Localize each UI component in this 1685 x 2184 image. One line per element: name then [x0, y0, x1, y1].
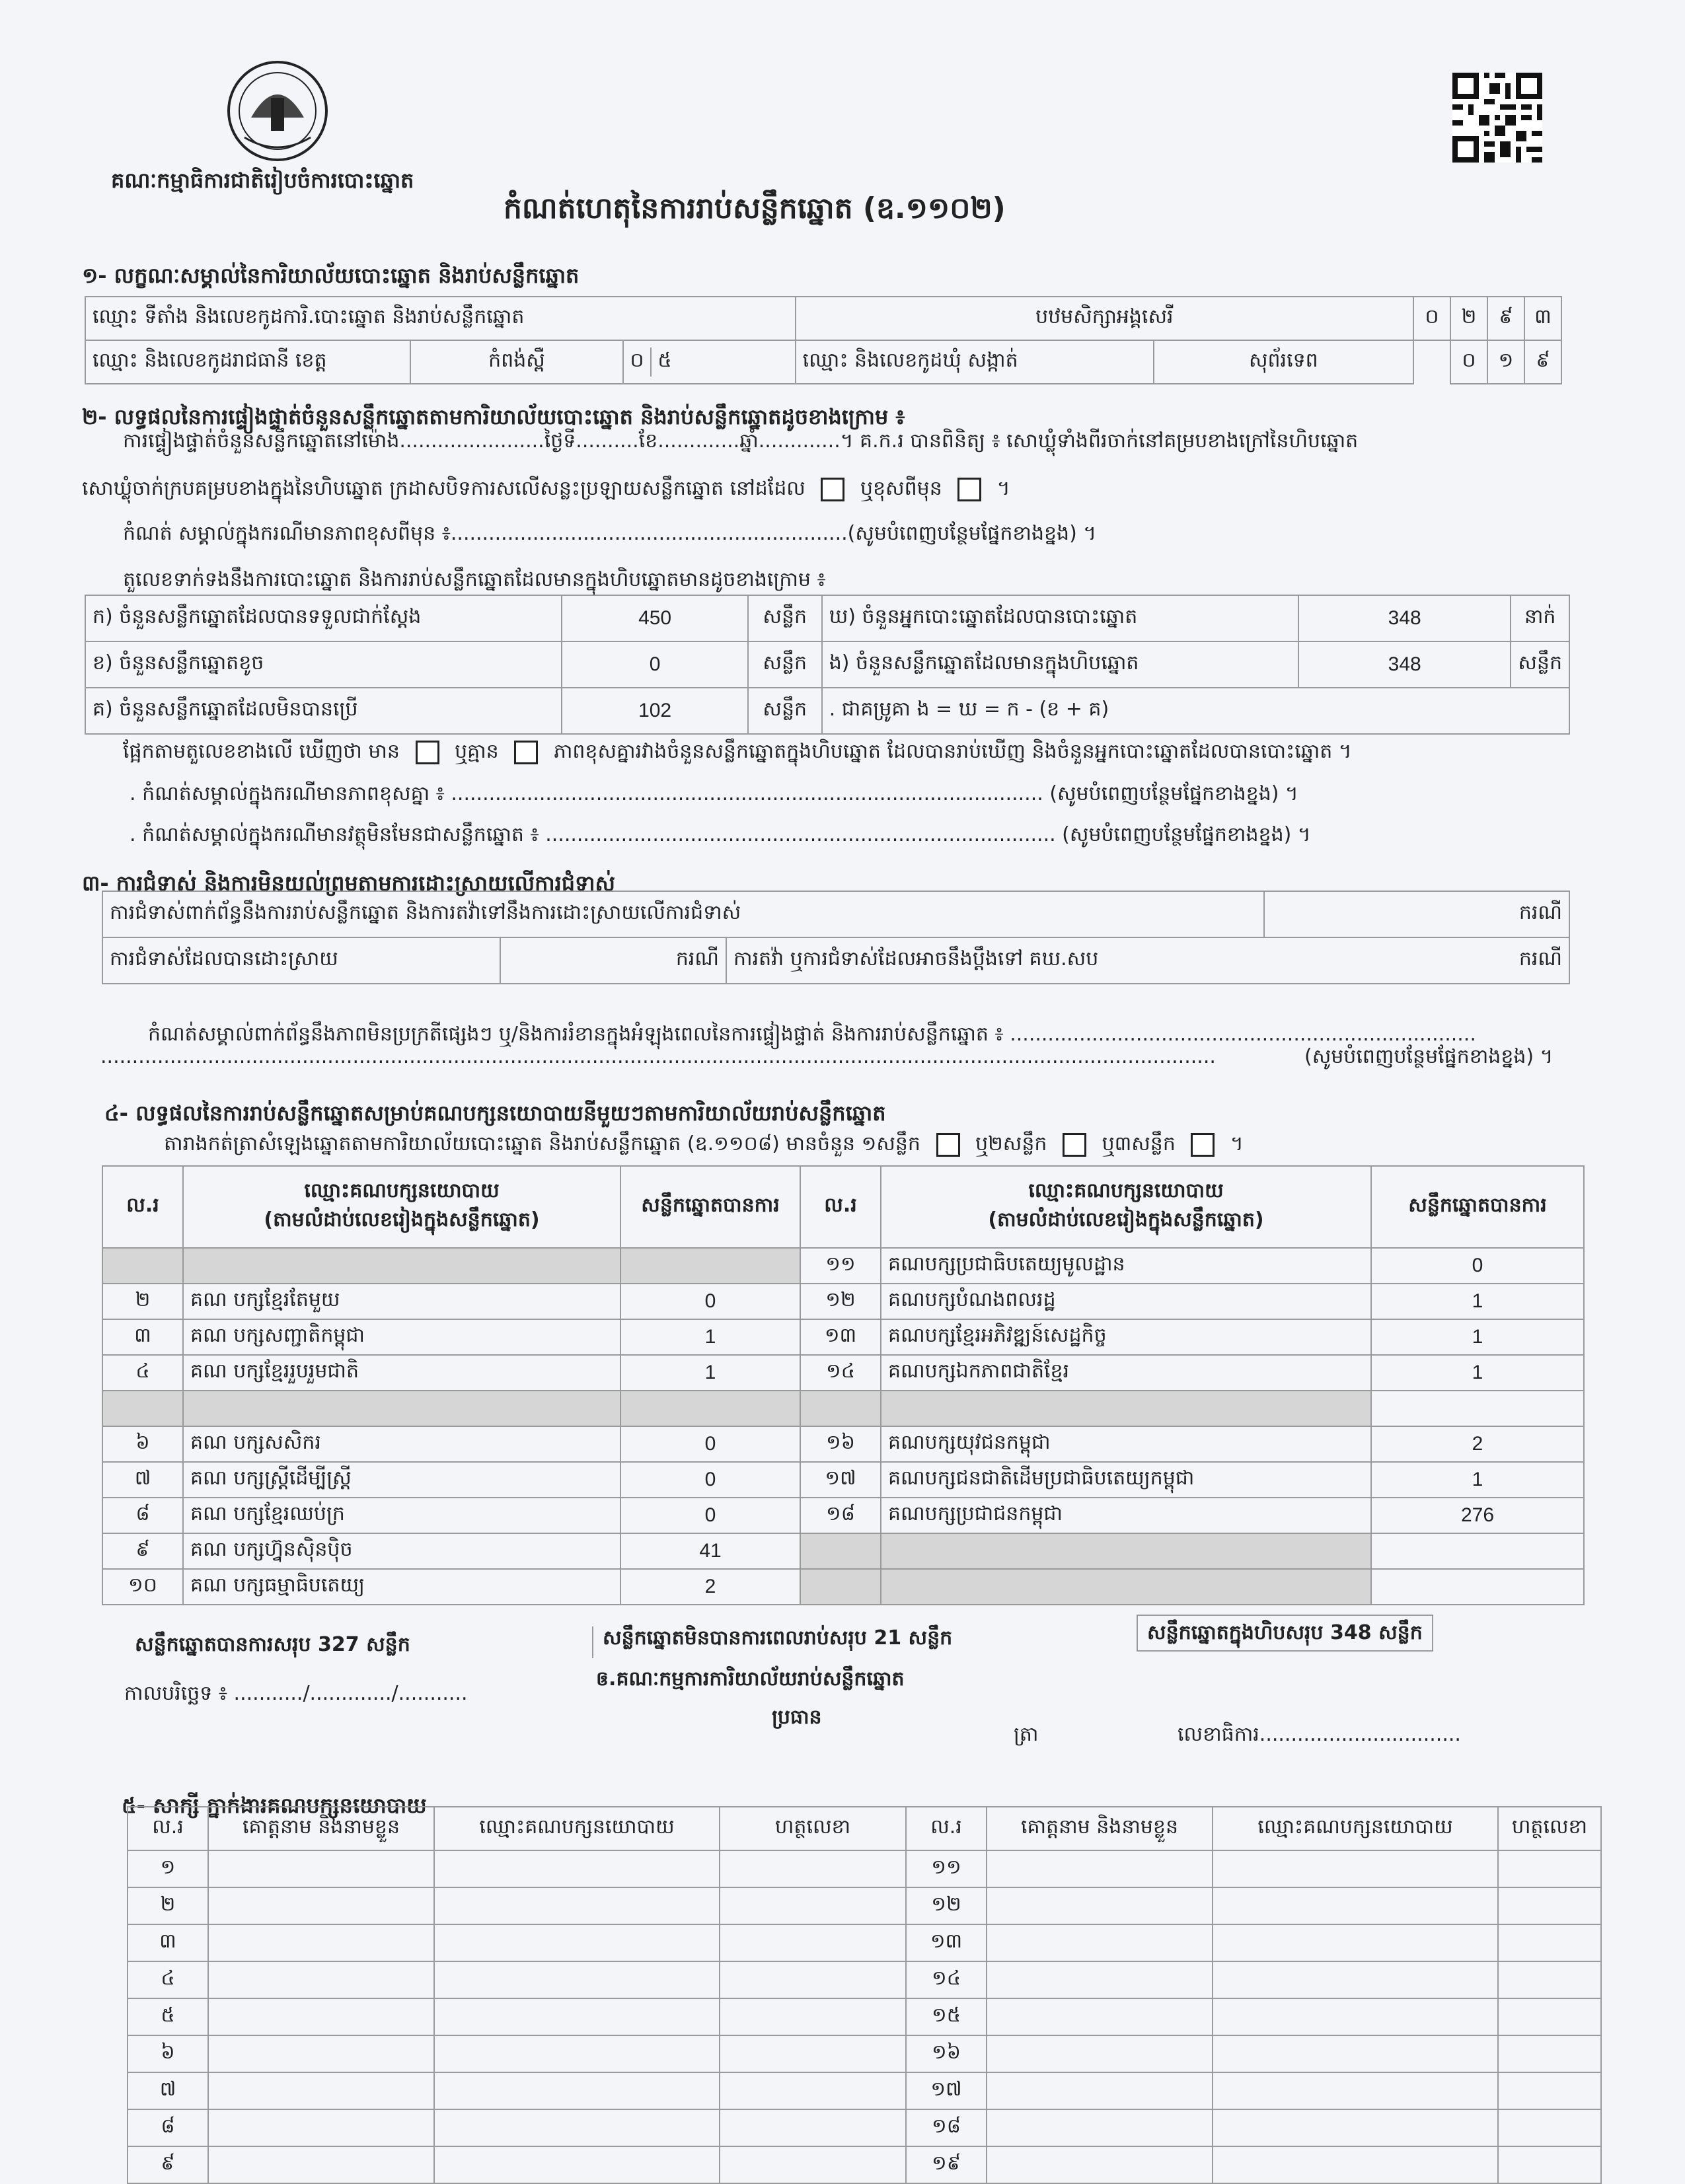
witness-party-field[interactable]: [434, 1961, 720, 1998]
table-row: [128, 2146, 1601, 2183]
col-votes-header-right: សន្លឹកឆ្នោតបានការ: [1371, 1166, 1584, 1248]
party-votes: 1: [620, 1355, 800, 1391]
party-votes: 0: [620, 1426, 800, 1462]
party-name: គណបក្សឯកភាពជាតិខ្មែរ: [881, 1355, 1371, 1391]
commune-label: ឈ្មោះ និងលេខកូដឃុំ សង្កាត់: [796, 340, 1154, 384]
party-name: [183, 1391, 620, 1426]
witness-no: ១៣: [906, 1924, 987, 1961]
witness-name-field[interactable]: [987, 2072, 1213, 2109]
resolved-complaints-label: ការជំទាស់ដែលបានដោះស្រាយ: [102, 937, 500, 984]
station-id-table: [85, 296, 1562, 384]
commune-name: សុព័រទេព: [1154, 340, 1413, 384]
party-no: ១២: [800, 1284, 881, 1319]
party-no: ១៧: [800, 1462, 881, 1498]
party-votes: [1371, 1391, 1584, 1426]
table-row: [102, 1355, 1584, 1391]
complaints-table: [102, 891, 1570, 984]
table-row: [102, 1391, 1584, 1426]
tally-two-sheets-checkbox[interactable]: [1063, 1133, 1086, 1157]
party-name: [881, 1391, 1371, 1426]
witness-no: ១១: [906, 1850, 987, 1887]
witness-name-field[interactable]: [987, 2146, 1213, 2183]
party-votes: 0: [620, 1284, 800, 1319]
secretary-signature-field[interactable]: លេខាធិការ................................: [1178, 1723, 1461, 1746]
table-row: [128, 1887, 1601, 1924]
party-name: គណ បក្សខ្មែរឈប់ក្រ: [183, 1498, 620, 1533]
witness-party-field[interactable]: [1213, 1924, 1498, 1961]
witness-signature-field[interactable]: [720, 1887, 906, 1924]
party-name: គណបក្សយុវជនកម្ពុជា: [881, 1426, 1371, 1462]
witness-party-field[interactable]: [434, 1924, 720, 1961]
witness-name-field[interactable]: [987, 1998, 1213, 2035]
tally-sheet-count-text: តារាងកត់ត្រាសំឡេងឆ្នោតតាមការិយាល័យបោះឆ្នោត និងរាប់សន្លឹកឆ្នោត (ឧ.១១០៨) មានចំនួន ១សន្លឹក: [164, 1132, 920, 1155]
witness-party-field[interactable]: [1213, 2035, 1498, 2072]
date-field[interactable]: កាលបរិច្ឆេទ ៖ .........../............./...........: [124, 1682, 468, 1705]
difference-check-text: ផ្អែកតាមតួលេខខាងលើ ឃើញថា មាន: [123, 740, 400, 763]
table-row: [102, 1426, 1584, 1462]
witness-party-field[interactable]: [434, 1850, 720, 1887]
witness-name-field[interactable]: [208, 1887, 434, 1924]
org-name: គណៈកម្មាធិការជាតិរៀបចំការបោះឆ្នោត: [111, 168, 414, 193]
witness-name-field[interactable]: [208, 2035, 434, 2072]
table-row: [128, 2109, 1601, 2146]
party-votes: 276: [1371, 1498, 1584, 1533]
difference-check-text-2: ភាពខុសគ្នារវាងចំនួនសន្លឹកឆ្នោតក្នុងហិបឆ្នោត ដែលបានរាប់ឃើញ និងចំនួនអ្នកបោះឆ្នោតដែលបានបោះឆ្នោត ។: [553, 740, 1352, 763]
table-row: [102, 1319, 1584, 1355]
witness-party-field[interactable]: [1213, 2109, 1498, 2146]
witness-signature-field[interactable]: [720, 1998, 906, 2035]
party-no: ១១: [800, 1248, 881, 1284]
witness-party-field[interactable]: [1213, 2146, 1498, 2183]
party-name: [881, 1533, 1371, 1569]
station-label: ឈ្មោះ ទីតាំង និងលេខកូដការិ.បោះឆ្នោត និងរាប់សន្លឹកឆ្នោត: [85, 297, 796, 340]
party-votes: 0: [1371, 1248, 1584, 1284]
party-no: ៣: [102, 1319, 183, 1355]
party-votes: 1: [1371, 1284, 1584, 1319]
difference-note: . កំណត់សម្គាល់ក្នុងករណីមានភាពខុសគ្នា ៖ .............................................................................................. (សូមបំពេញបន្ថែមផ្នែកខាងខ្នង) ។: [130, 782, 1298, 805]
figure-unit-e: សន្លឹក: [1511, 641, 1569, 688]
witness-name-field[interactable]: [208, 2109, 434, 2146]
witness-name-field[interactable]: [987, 1850, 1213, 1887]
witness-party-field[interactable]: [434, 1998, 720, 2035]
witness-name-field[interactable]: [987, 1887, 1213, 1924]
witness-party-field[interactable]: [434, 2072, 720, 2109]
witness-name-field[interactable]: [208, 1850, 434, 1887]
section-2-heading: ២- លទ្ធផលនៃការផ្ទៀងផ្ទាត់ចំនួនសន្លឹកឆ្នោតតាមការិយាល័យបោះឆ្នោត និងរាប់សន្លឹកឆ្នោតដូចខាងក្រោម ៖: [82, 404, 905, 429]
tally-two-sheets-label: ឬ២សន្លឹក: [975, 1132, 1047, 1155]
figure-label-a: ក) ចំនួនសន្លឹកឆ្នោតដែលបានទទួលជាក់ស្តែង: [85, 595, 562, 641]
witness-party-field[interactable]: [1213, 1961, 1498, 1998]
table-row: [102, 1533, 1584, 1569]
table-row: [128, 1850, 1601, 1887]
witness-party-field[interactable]: [1213, 1850, 1498, 1887]
witness-signature-field[interactable]: [720, 1924, 906, 1961]
chair-label: ប្រធាន: [772, 1706, 822, 1729]
section-1-heading: ១- លក្ខណៈសម្គាល់នៃការិយាល័យបោះឆ្នោត និងរាប់សន្លឹកឆ្នោត: [82, 263, 580, 288]
committee-title: ឲ.គណៈកម្មការការិយាល័យរាប់សន្លឹកឆ្នោត: [596, 1667, 905, 1691]
col-no-header-right: ល.រ: [800, 1166, 881, 1248]
col-party-header: ឈ្មោះគណបក្សនយោបាយ: [304, 1179, 500, 1202]
witness-col-name: គោត្តនាម និងនាមខ្លួន: [208, 1807, 434, 1850]
party-name: គណ បក្សស្ត្រីដើម្បីស្ត្រី: [183, 1462, 620, 1498]
tally-one-sheet-checkbox[interactable]: [936, 1133, 960, 1157]
party-name: គណ បក្សសញ្ជាតិកម្ពុជា: [183, 1319, 620, 1355]
party-votes: [620, 1248, 800, 1284]
witness-no: ១: [128, 1850, 208, 1887]
col-votes-header: សន្លឹកឆ្នោតបានការ: [620, 1166, 800, 1248]
party-no: ១៣: [800, 1319, 881, 1355]
party-votes: 0: [620, 1462, 800, 1498]
witness-no: ១៦: [906, 2035, 987, 2072]
figure-unit-d: នាក់: [1511, 595, 1569, 641]
witness-col-no: ល.រ: [128, 1807, 208, 1850]
witness-name-field[interactable]: [208, 1961, 434, 1998]
witness-no: ១៩: [906, 2146, 987, 2183]
emblem-logo: [225, 58, 330, 170]
tally-end-mark: ។: [1230, 1132, 1244, 1155]
foreign-object-note: . កំណត់សម្គាល់ក្នុងករណីមានវត្ថុមិនមែនជាសន្លឹកឆ្នោត ៖ ................................................................................. (សូមបំពេញបន្ថែមផ្នែកខាងខ្នង) ។: [130, 823, 1311, 846]
seal-status-text: សោឃ្លុំចាក់ក្របគម្របខាងក្នុងនៃហិបឆ្នោត ក្រដាសបិទការសលើសន្លះប្រឡាយសន្លឹកឆ្នោត នៅដដែល: [82, 477, 805, 500]
party-name: គណ បក្សធម្មាធិបតេយ្យ: [183, 1569, 620, 1605]
party-no: ១៨: [800, 1498, 881, 1533]
witness-col-party-right: ឈ្មោះគណបក្សនយោបាយ: [1213, 1807, 1498, 1850]
witness-no: ១២: [906, 1887, 987, 1924]
party-name: [183, 1248, 620, 1284]
witness-no: ១៨: [906, 2109, 987, 2146]
irregularity-note-end: (សូមបំពេញបន្ថែមផ្នែកខាងខ្នង) ។: [1304, 1045, 1554, 1068]
witness-table: [127, 1806, 1602, 2184]
witness-no: ៥: [128, 1998, 208, 2035]
party-results-table: [102, 1165, 1585, 1605]
witness-name-field[interactable]: [208, 1998, 434, 2035]
party-name: គណបក្សបំណងពលរដ្ឋ: [881, 1284, 1371, 1319]
witness-no: ៨: [128, 2109, 208, 2146]
province-code-digit: ០: [624, 347, 652, 377]
witness-signature-field[interactable]: [1498, 1887, 1601, 1924]
figures-intro: តួលេខទាក់ទងនឹងការបោះឆ្នោត និងការរាប់សន្លឹកឆ្នោតដែលមានក្នុងហិបឆ្នោតមានដូចខាងក្រោម ៖: [123, 568, 826, 591]
witness-no: ៣: [128, 1924, 208, 1961]
figure-formula: . ជាគម្រូគា ង = ឃ = ក - (ខ + គ): [822, 688, 1569, 734]
party-votes: 2: [1371, 1426, 1584, 1462]
witness-signature-field[interactable]: [1498, 1850, 1601, 1887]
commune-code-digit: ៩: [1524, 340, 1561, 384]
witness-no: ៦: [128, 2035, 208, 2072]
party-no: [800, 1533, 881, 1569]
party-no: ៧: [102, 1462, 183, 1498]
witness-party-field[interactable]: [434, 1887, 720, 1924]
party-votes: [620, 1391, 800, 1426]
col-no-header: ល.រ: [102, 1166, 183, 1248]
witness-signature-field[interactable]: [720, 1850, 906, 1887]
party-no: [102, 1248, 183, 1284]
witness-signature-field[interactable]: [1498, 2035, 1601, 2072]
witness-no: ១៥: [906, 1998, 987, 2035]
difference-yes-checkbox[interactable]: [416, 741, 439, 764]
witness-signature-field[interactable]: [720, 1961, 906, 1998]
document-title: កំណត់ហេតុនៃការរាប់សន្លឹកឆ្នោត (ឧ.១១០២): [504, 192, 1006, 225]
figure-label-e: ង) ចំនួនសន្លឹកឆ្នោតដែលមានក្នុងហិបឆ្នោត: [822, 641, 1298, 688]
party-votes: 1: [1371, 1319, 1584, 1355]
party-name: គណ បក្សខ្មែរតែមួយ: [183, 1284, 620, 1319]
party-votes: 0: [620, 1498, 800, 1533]
irregularity-note: កំណត់សម្គាល់ពាក់ព័ន្ធនឹងភាពមិនប្រក្រតីផ្សេងៗ ឬ/និងការរំខានក្នុងអំឡុងពេលនៃការផ្ទៀងផ្ទាត់ និងការរាប់សន្លឹកឆ្នោត ៖ ..........................................................................: [148, 1023, 1476, 1046]
complaint-row-1-label: ការជំទាស់ពាក់ព័ន្ធនឹងការរាប់សន្លឹកឆ្នោត និងការតវ៉ាទៅនឹងការដោះស្រាយលើការជំទាស់: [102, 891, 1264, 937]
station-code-digit: ៣: [1524, 297, 1561, 340]
witness-no: ១៤: [906, 1961, 987, 1998]
party-no: ១០: [102, 1569, 183, 1605]
party-votes: 1: [1371, 1462, 1584, 1498]
table-row: [128, 2035, 1601, 2072]
col-party-subheader: (តាមលំដាប់លេខរៀងក្នុងសន្លឹកឆ្នោត): [264, 1208, 540, 1231]
witness-signature-field[interactable]: [720, 2035, 906, 2072]
seal-end-mark: ។: [996, 477, 1010, 500]
party-name: [881, 1569, 1371, 1605]
section-4-heading: ៤- លទ្ធផលនៃការរាប់សន្លឹកឆ្នោតសម្រាប់គណបក្សនយោបាយនីមួយៗតាមការិយាល័យរាប់សន្លឹកឆ្នោត: [104, 1101, 886, 1126]
party-no: ៦: [102, 1426, 183, 1462]
table-row: [128, 2072, 1601, 2109]
total-invalid-ballots: សន្លឹកឆ្នោតមិនបានការពេលរាប់សរុប 21 សន្លឹក: [592, 1626, 952, 1658]
party-no: ៤: [102, 1355, 183, 1391]
commune-code-digit: ១: [1487, 340, 1524, 384]
witness-party-field[interactable]: [1213, 2072, 1498, 2109]
figure-value-d: 348: [1298, 595, 1511, 641]
difference-no-label: ឬគ្មាន: [455, 740, 499, 763]
seal-changed-checkbox[interactable]: [957, 478, 981, 501]
witness-signature-field[interactable]: [720, 2109, 906, 2146]
party-name: គណ បក្សខ្មែររួបរួមជាតិ: [183, 1355, 620, 1391]
section-5-heading: ៥- សាក្សី ភ្នាក់ងារគណបក្សនយោបាយ: [122, 1793, 427, 1818]
party-votes: 1: [620, 1319, 800, 1355]
figure-label-d: ឃ) ចំនួនអ្នកបោះឆ្នោតដែលបានបោះឆ្នោត: [822, 595, 1298, 641]
station-name: បឋមសិក្សាអង្គសេរី: [796, 297, 1413, 340]
party-votes: [1371, 1569, 1584, 1605]
party-name: គណបក្សប្រជាជនកម្ពុជា: [881, 1498, 1371, 1533]
party-name: គណបក្សខ្មែរអភិវឌ្ឍន៍សេដ្ឋកិច្ច: [881, 1319, 1371, 1355]
figure-unit-b: សន្លឹក: [748, 641, 822, 688]
complaint-row-1-unit: ករណី: [1264, 891, 1569, 937]
table-row: [102, 1284, 1584, 1319]
table-row: [128, 1924, 1601, 1961]
figure-value-b: 0: [562, 641, 747, 688]
figure-unit-a: សន្លឹក: [748, 595, 822, 641]
col-party-header-right: ឈ្មោះគណបក្សនយោបាយ: [1028, 1179, 1224, 1202]
party-votes: 1: [1371, 1355, 1584, 1391]
stamp-label: ត្រា: [1014, 1723, 1039, 1746]
witness-col-signature-right: ហត្ថលេខា: [1498, 1807, 1601, 1850]
witness-col-name-right: គោត្តនាម និងនាមខ្លួន: [987, 1807, 1213, 1850]
party-no: [800, 1569, 881, 1605]
witness-party-field[interactable]: [1213, 1887, 1498, 1924]
resolved-complaints-unit: ករណី: [500, 937, 726, 984]
witness-signature-field[interactable]: [1498, 2146, 1601, 2183]
witness-name-field[interactable]: [208, 2146, 434, 2183]
party-name: គណបក្សប្រជាធិបតេយ្យមូលដ្ឋាន: [881, 1248, 1371, 1284]
total-valid-ballots: សន្លឹកឆ្នោតបានការសរុប 327 សន្លឹក: [135, 1633, 410, 1656]
province-name: កំពង់ស្ពឺ: [410, 340, 623, 384]
witness-col-party: ឈ្មោះគណបក្សនយោបាយ: [434, 1807, 720, 1850]
witness-signature-field[interactable]: [1498, 2109, 1601, 2146]
table-row: [128, 1961, 1601, 1998]
figure-value-a: 450: [562, 595, 747, 641]
table-row: [128, 1998, 1601, 2035]
witness-col-signature: ហត្ថលេខា: [720, 1807, 906, 1850]
witness-col-no-right: ល.រ: [906, 1807, 987, 1850]
witness-no: ៤: [128, 1961, 208, 1998]
witness-party-field[interactable]: [1213, 1998, 1498, 2035]
witness-party-field[interactable]: [434, 2035, 720, 2072]
section-3-heading: ៣- ការជំទាស់ និងការមិនយល់ព្រមតាមការដោះស្រាយលើការជំទាស់: [82, 871, 615, 896]
figure-label-c: គ) ចំនួនសន្លឹកឆ្នោតដែលមិនបានប្រើ: [85, 688, 562, 734]
appeal-unit: ករណី: [1264, 937, 1569, 984]
qr-code-icon: [1452, 71, 1542, 164]
witness-name-field[interactable]: [208, 2072, 434, 2109]
witness-name-field[interactable]: [987, 1961, 1213, 1998]
witness-party-field[interactable]: [434, 2109, 720, 2146]
witness-no: ២: [128, 1887, 208, 1924]
station-code-digit: ០: [1413, 297, 1450, 340]
party-votes: 2: [620, 1569, 800, 1605]
province-label: ឈ្មោះ និងលេខកូដរាជធានី ខេត្ត: [85, 340, 410, 384]
party-no: [102, 1391, 183, 1426]
party-no: ១៤: [800, 1355, 881, 1391]
witness-signature-field[interactable]: [1498, 1924, 1601, 1961]
appeal-label: ការតវ៉ា ឬការជំទាស់ដែលអាចនឹងប្តឹងទៅ គឃ.សប: [726, 937, 1264, 984]
table-row: [102, 1248, 1584, 1284]
witness-signature-field[interactable]: [1498, 2072, 1601, 2109]
commune-code-digit: ០: [1450, 340, 1487, 384]
party-votes: [1371, 1533, 1584, 1569]
seal-changed-label: ឬខុសពីមុន: [860, 477, 942, 500]
province-code-digit: ៥: [657, 349, 672, 372]
party-name: គណ បក្សសសិករ: [183, 1426, 620, 1462]
table-row: [102, 1498, 1584, 1533]
verification-line: ការផ្ទៀងផ្ទាត់ចំនួនសន្លឹកឆ្នោតនៅម៉ោង.......................ថ្ងៃទី..........ខែ.............ឆ្នាំ.............។ គ.ក.រ បានពិនិត្យ ៖ សោឃ្លុំទាំងពីរចាក់នៅគម្របខាងក្រៅនៃហិបឆ្នោត: [123, 429, 1359, 453]
witness-no: ៩: [128, 2146, 208, 2183]
party-name: គណ បក្សហ្វ៊ុនស៊ិនប៉ិច: [183, 1533, 620, 1569]
party-no: ៩: [102, 1533, 183, 1569]
party-no: ២: [102, 1284, 183, 1319]
table-row: [102, 1569, 1584, 1605]
witness-name-field[interactable]: [987, 2109, 1213, 2146]
witness-signature-field[interactable]: [1498, 1961, 1601, 1998]
tally-three-sheets-checkbox[interactable]: [1191, 1133, 1215, 1157]
table-row: [102, 1462, 1584, 1498]
witness-no: ១៧: [906, 2072, 987, 2109]
ballot-figures-table: [85, 595, 1570, 735]
col-party-subheader-right: (តាមលំដាប់លេខរៀងក្នុងសន្លឹកឆ្នោត): [988, 1208, 1264, 1231]
figure-value-c: 102: [562, 688, 747, 734]
station-code-digit: ២: [1450, 297, 1487, 340]
seal-same-checkbox[interactable]: [821, 478, 844, 501]
tally-three-sheets-label: ឬ៣សន្លឹក: [1102, 1132, 1176, 1155]
figure-value-e: 348: [1298, 641, 1511, 688]
total-ballots-in-box: សន្លឹកឆ្នោតក្នុងហិបសរុប 348 សន្លឹក: [1137, 1615, 1433, 1652]
party-no: ១៦: [800, 1426, 881, 1462]
witness-name-field[interactable]: [987, 2035, 1213, 2072]
witness-signature-field[interactable]: [720, 2072, 906, 2109]
witness-no: ៧: [128, 2072, 208, 2109]
difference-no-checkbox[interactable]: [514, 741, 538, 764]
witness-signature-field[interactable]: [1498, 1998, 1601, 2035]
difference-note-line: កំណត់ សម្គាល់ក្នុងករណីមានភាពខុសពីមុន ៖...............................................................(សូមបំពេញបន្ថែមផ្នែកខាងខ្នង) ។: [123, 522, 1097, 545]
witness-party-field[interactable]: [434, 2146, 720, 2183]
figure-label-b: ខ) ចំនួនសន្លឹកឆ្នោតខូច: [85, 641, 562, 688]
witness-name-field[interactable]: [208, 1924, 434, 1961]
party-no: [800, 1391, 881, 1426]
witness-name-field[interactable]: [987, 1924, 1213, 1961]
irregularity-note-dots: .................................................................................................................................................................................: [100, 1045, 1216, 1068]
witness-signature-field[interactable]: [720, 2146, 906, 2183]
party-no: ៨: [102, 1498, 183, 1533]
party-votes: 41: [620, 1533, 800, 1569]
figure-unit-c: សន្លឹក: [748, 688, 822, 734]
party-name: គណបក្សជនជាតិដើមប្រជាធិបតេយ្យកម្ពុជា: [881, 1462, 1371, 1498]
station-code-digit: ៩: [1487, 297, 1524, 340]
